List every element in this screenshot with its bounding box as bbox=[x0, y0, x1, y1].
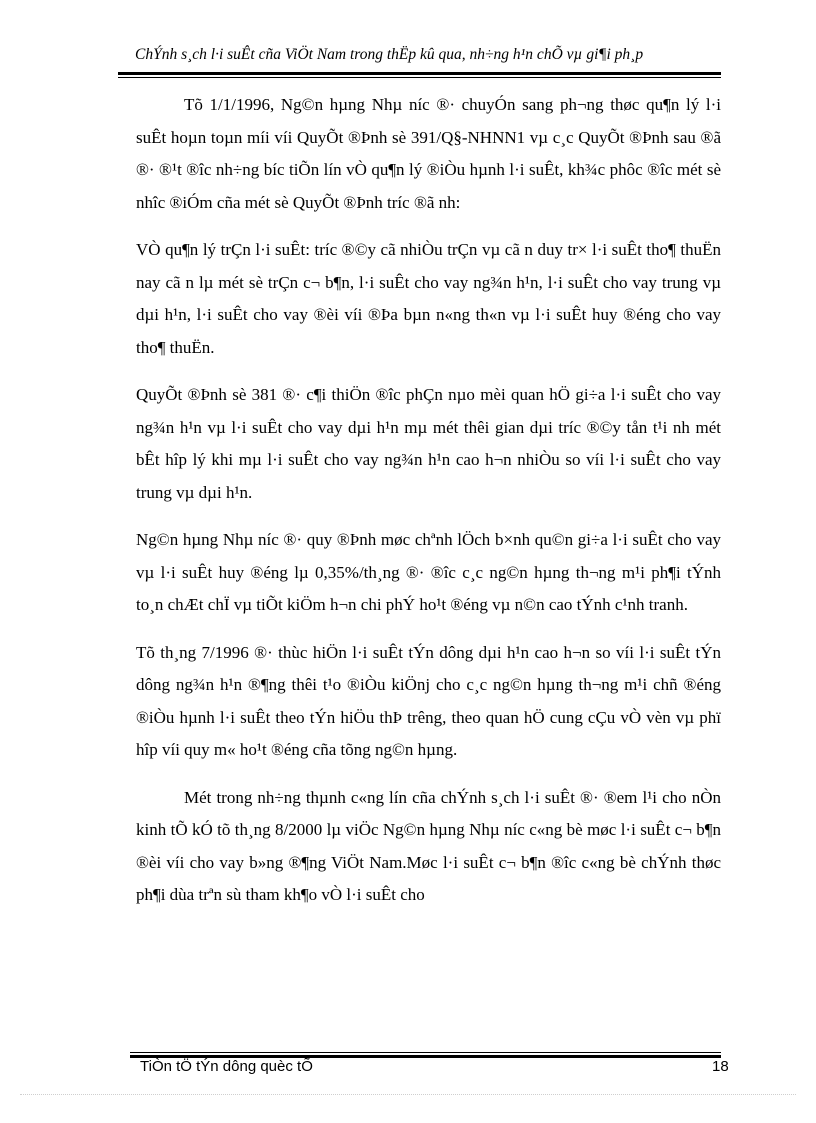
paragraph-1: Tõ 1/1/1996, Ng©n hµng Nhµ níc ®· chuyÓn sang ph¬ng thøc qu¶n lý l·i suÊt hoµn toµn míi víi QuyÕt ®Þnh sè 391/Q§-NHNN1 vµ c¸c QuyÕt ®Þnh sau ®ã ®· ®¹t ®îc nh÷ng bíc tiÕn lín vÒ qu¶n lý ®iÒu hµnh l·i suÊt, kh¾c phôc ®îc mét sè nhîc ®iÓm cña mét sè QuyÕt ®Þnh tríc ®ã nh: bbox=[136, 95, 721, 212]
page-edge-divider bbox=[20, 1094, 796, 1095]
paragraph-4: Ng©n hµng Nhµ níc ®· quy ®Þnh møc chªnh lÖch b×nh qu©n gi÷a l·i suÊt cho vay vµ l·i suÊt huy ®éng lµ 0,35%/th¸ng ®· ®îc c¸c ng©n hµng th¬ng m¹i ph¶i tÝnh to¸n chÆt chÏ vµ tiÕt kiÖm h¬n chi phÝ ho¹t ®éng vµ n©n cao tÝnh c¹nh tranh. bbox=[136, 530, 721, 614]
header-rule-thick bbox=[118, 72, 721, 75]
header-title: ChÝnh s¸ch l·i suÊt cña ViÖt Nam trong thËp kû qua, nh÷ng h¹n chÕ vµ gi¶i ph¸p bbox=[135, 46, 644, 63]
paragraph-3: QuyÕt ®Þnh sè 381 ®· c¶i thiÖn ®îc phÇn nµo mèi quan hÖ gi÷a l·i suÊt cho vay ng¾n h¹n vµ l·i suÊt cho vay dµi h¹n mµ mét thêi gian dµi tríc ®©y tån t¹i nh mét bÊt hîp lý khi mµ l·i suÊt cho vay ng¾n h¹n cao h¬n nhiÒu so víi l·i suÊt cho vay trung vµ dµi h¹n. bbox=[136, 385, 721, 502]
header-rule-thin bbox=[118, 77, 721, 78]
footer-title: TiÒn tÖ tÝn dông quèc tÕ bbox=[140, 1058, 313, 1075]
paragraph-2: VÒ qu¶n lý trÇn l·i suÊt: tríc ®©y cã nhiÒu trÇn vµ cã n duy tr× l·i suÊt tho¶ thuËn nay cã n lµ mét sè trÇn c¬ b¶n, l·i suÊt cho vay ng¾n h¹n, l·i suÊt cho vay trung vµ dµi h¹n, l·i suÊt cho vay ®èi víi ®Þa bµn n«ng th«n vµ l·i suÊt huy ®éng cho vay tho¶ thuËn. bbox=[136, 240, 721, 357]
body-text bbox=[136, 89, 721, 927]
page-number: 18 bbox=[712, 1058, 729, 1075]
paragraph-6: Mét trong nh÷ng thµnh c«ng lín cña chÝnh s¸ch l·i suÊt ®· ®em l¹i cho nÒn kinh tÕ kÓ tõ th¸ng 8/2000 lµ viÖc Ng©n hµng Nhµ níc c«ng bè møc l·i suÊt c¬ b¶n ®èi víi cho vay b»ng ®¶ng ViÖt Nam.Møc l·i suÊt c¬ b¶n ®îc c«ng bè chÝnh thøc ph¶i dùa trªn sù tham kh¶o vÒ l·i suÊt cho bbox=[136, 787, 721, 904]
paragraph-5: Tõ th¸ng 7/1996 ®· thùc hiÖn l·i suÊt tÝn dông dµi h¹n cao h¬n so víi l·i suÊt tÝn dông ng¾n h¹n ®¶ng thêi t¹o ®iÒu kiÖnj cho c¸c ng©n hµng th¬ng m¹i chñ ®éng ®iÒu hµnh l·i suÊt theo tÝn hiÖu thÞ trêng, theo quan hÖ cung cÇu vÒ vèn vµ phï hîp víi quy m« ho¹t ®éng cña tõng ng©n hµng. bbox=[136, 642, 721, 759]
footer-rule-thin bbox=[130, 1052, 721, 1053]
running-header bbox=[135, 46, 721, 64]
